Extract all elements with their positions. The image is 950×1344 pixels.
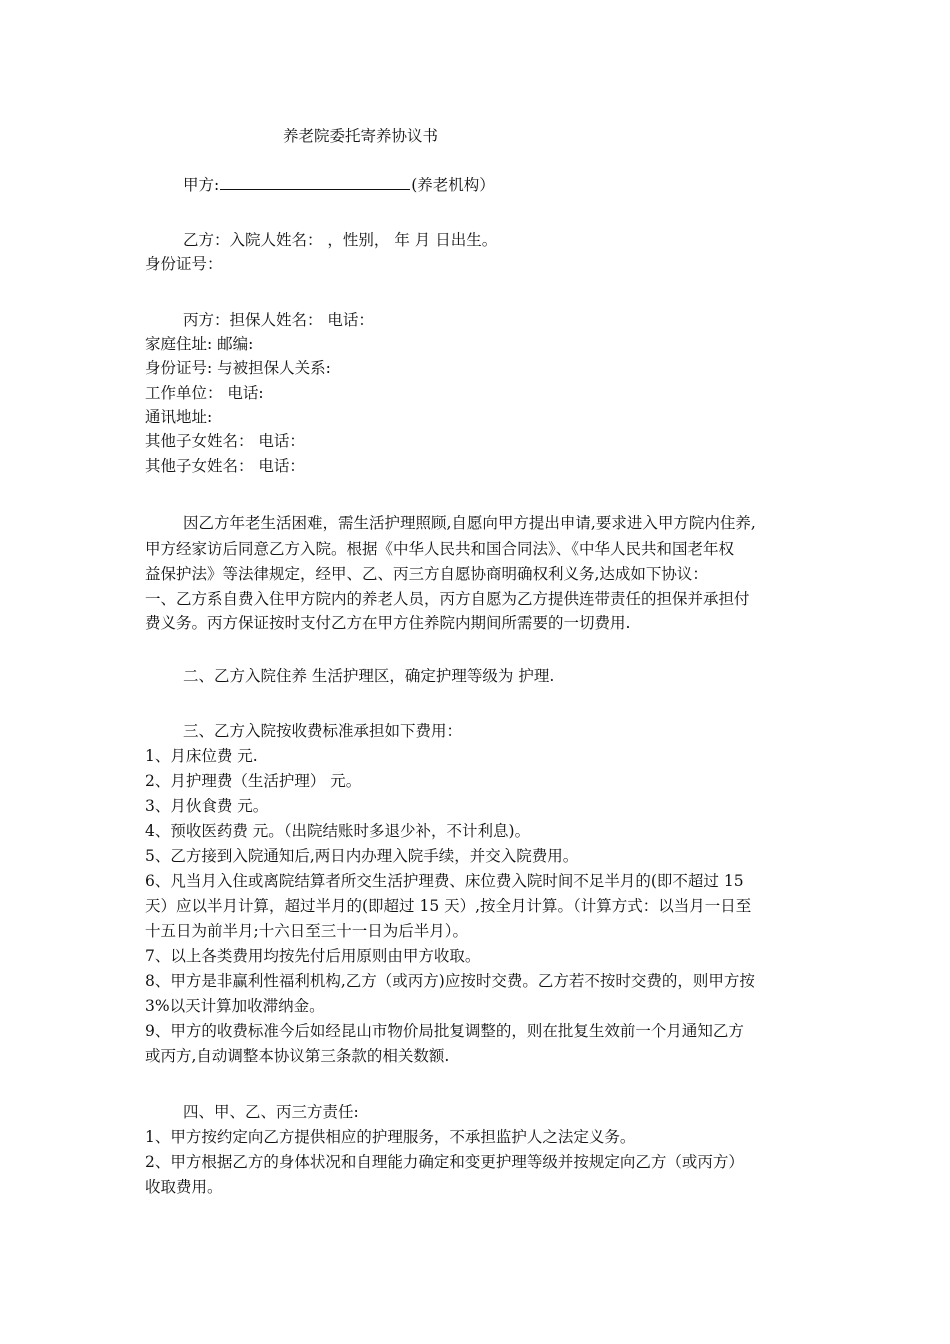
section-4-item: 1、甲方按约定向乙方提供相应的护理服务，不承担监护人之法定义务。 bbox=[145, 1128, 636, 1146]
section-3-item: 8、甲方是非赢利性福利机构,乙方（或丙方)应按时交费。乙方若不按时交费的，则甲方按 bbox=[145, 972, 755, 990]
section-2: 二、乙方入院住养 生活护理区，确定护理等级为 护理. bbox=[183, 667, 555, 685]
party-b-line2: 身份证号： bbox=[145, 255, 223, 273]
party-c-line: 其他子女姓名： 电话： bbox=[145, 432, 305, 450]
section-3-item: 2、月护理费（生活护理） 元。 bbox=[145, 772, 362, 790]
document-title: 养老院委托寄养协议书 bbox=[283, 127, 439, 145]
intro-line: 一、乙方系自费入住甲方院内的养老人员，丙方自愿为乙方提供连带责任的担保并承担付 bbox=[145, 590, 750, 608]
section-3-item: 天）应以半月计算，超过半月的(即超过 15 天）,按全月计算。（计算方式：以当月一日至 bbox=[145, 897, 752, 915]
party-a-label: 甲方: bbox=[183, 176, 220, 194]
section-3-item: 或丙方,自动调整本协议第三条款的相关数额. bbox=[145, 1047, 450, 1065]
section-3-item: 9、甲方的收费标准今后如经昆山市物价局批复调整的，则在批复生效前一个月通知乙方 bbox=[145, 1022, 744, 1040]
party-c-line: 身份证号: 与被担保人关系: bbox=[145, 359, 331, 377]
intro-line: 甲方经家访后同意乙方入院。根据《中华人民共和国合同法》、《中华人民共和国老年权 bbox=[145, 540, 735, 558]
party-c-line: 丙方：担保人姓名： 电话： bbox=[183, 311, 374, 329]
section-4-item: 收取费用。 bbox=[145, 1178, 223, 1196]
section-4-item: 2、甲方根据乙方的身体状况和自理能力确定和变更护理等级并按规定向乙方（或丙方） bbox=[145, 1153, 744, 1171]
party-c-line: 其他子女姓名： 电话： bbox=[145, 457, 305, 475]
section-3-item: 3%以天计算加收滞纳金。 bbox=[145, 997, 325, 1015]
party-c-line: 工作单位： 电话: bbox=[145, 384, 264, 402]
section-3-item: 十五日为前半月;十六日至三十一日为后半月）。 bbox=[145, 922, 468, 940]
party-c-line: 通讯地址: bbox=[145, 408, 213, 426]
intro-line: 费义务。丙方保证按时支付乙方在甲方住养院内期间所需要的一切费用. bbox=[145, 614, 631, 632]
intro-line: 益保护法》等法律规定，经甲、乙、丙三方自愿协商明确权利义务,达成如下协议： bbox=[145, 565, 708, 583]
intro-line: 因乙方年老生活困难，需生活护理照顾,自愿向甲方提出申请,要求进入甲方院内住养, bbox=[183, 514, 756, 532]
section-3-item: 7、以上各类费用均按先付后用原则由甲方收取。 bbox=[145, 947, 481, 965]
party-a-line bbox=[183, 172, 815, 198]
section-4-heading: 四、甲、乙、丙三方责任: bbox=[183, 1103, 359, 1121]
section-3-heading: 三、乙方入院按收费标准承担如下费用： bbox=[183, 722, 463, 740]
party-b-line1: 乙方：入院人姓名： ，性别， 年 月 日出生。 bbox=[183, 231, 498, 249]
section-3-item: 1、月床位费 元. bbox=[145, 747, 258, 765]
party-a-suffix: (养老机构） bbox=[411, 176, 495, 194]
section-3-item: 6、凡当月入住或离院结算者所交生活护理费、床位费入院时间不足半月的(即不超过 15 bbox=[145, 872, 744, 890]
section-3-item: 5、乙方接到入院通知后,两日内办理入院手续，并交入院费用。 bbox=[145, 847, 579, 865]
section-3-item: 4、预收医药费 元。（出院结账时多退少补，不计利息)。 bbox=[145, 822, 531, 840]
party-a-blank bbox=[220, 172, 410, 190]
section-3-item: 3、月伙食费 元。 bbox=[145, 797, 269, 815]
party-c-line: 家庭住址: 邮编: bbox=[145, 335, 254, 353]
